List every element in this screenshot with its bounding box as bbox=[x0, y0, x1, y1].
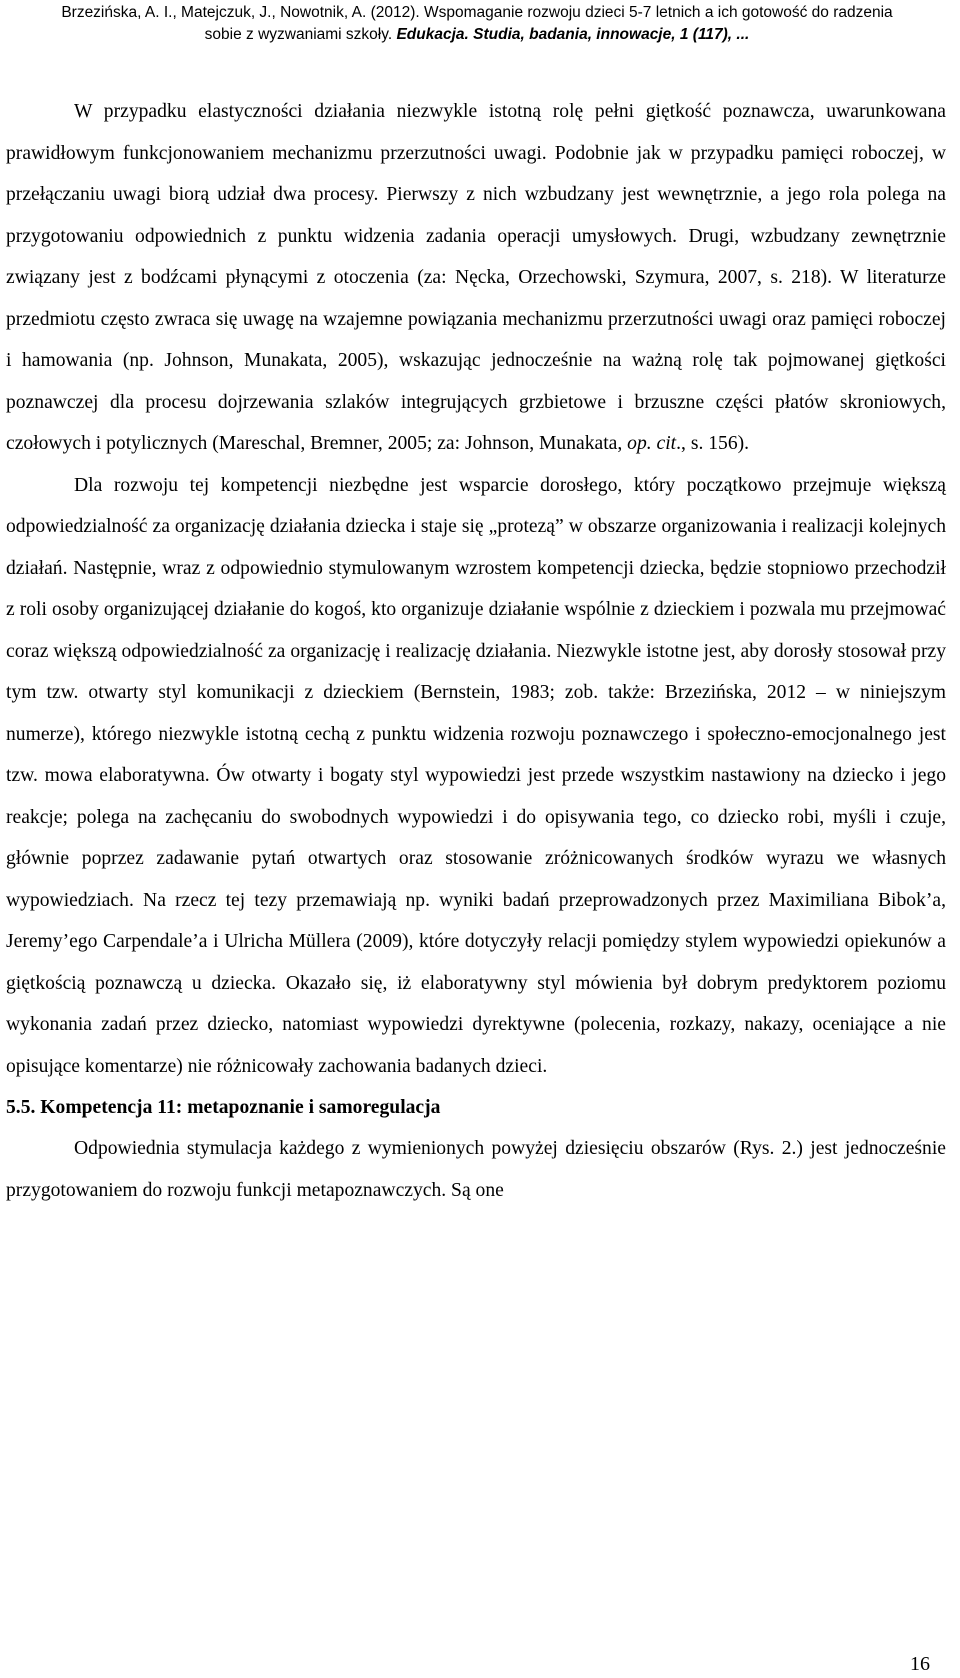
page-number: 16 bbox=[910, 1653, 930, 1675]
body-text bbox=[6, 91, 946, 1211]
op-cit-italic: op. cit bbox=[627, 433, 677, 454]
paragraph-text-end: ., s. 156). bbox=[676, 433, 750, 454]
paragraph-metacognition: Odpowiednia stymulacja każdego z wymienionych powyżej dziesięciu obszarów (Rys. 2.) jest jednocześnie przygotowaniem do rozwoju funkcji metapoznawczych. Są one bbox=[6, 1138, 946, 1201]
paragraph-cognitive-flexibility bbox=[6, 91, 946, 465]
paragraph-text: W przypadku elastyczności działania niezwykle istotną rolę pełni giętkość poznawcza, uwarunkowana prawidłowym funkcjonowaniem mechanizmu przerzutności uwagi. Podobnie jak w przypadku pamięci roboczej, w przełączaniu uwagi biorą udział dwa procesy. Pierwszy z nich wzbudzany jest wewnętrznie, a jego rola polega na przygotowaniu odpowiednich z punktu widzenia zadania operacji umysłowych. Drugi, wzbudzany zewnętrznie związany jest z bodźcami płynącymi z otoczenia (za: Nęcka, Orzechowski, Szymura, 2007, s. 218). W literaturze przedmiotu często zwraca się uwagę na wzajemne powiązania mechanizmu przerzutności uwagi oraz pamięci roboczej i hamowania (np. Johnson, Munakata, 2005), wskazując jednocześnie na ważną rolę tak pojmowanej giętkości poznawczej dla procesu dojrzewania szlaków integrujących grzbietowe i brzuszne części płatów skroniowych, czołowych i potylicznych (Mareschal, Bremner, 2005; za: Johnson, Munakata, bbox=[6, 101, 946, 454]
citation-line-2 bbox=[6, 24, 948, 46]
journal-title: Edukacja. Studia, badania, innowacje, 1 (117), ... bbox=[396, 26, 750, 43]
paragraph-adult-support: Dla rozwoju tej kompetencji niezbędne jest wsparcie dorosłego, który początkowo przejmuje większą odpowiedzialność za organizację działania dziecka i staje się „protezą” w obszarze organizowania i realizacji kolejnych działań. Następnie, wraz z odpowiednio stymulowanym wzrostem kompetencji dziecka, będzie stopniowo przechodził z roli osoby organizującej działanie do kogoś, kto organizuje działanie wspólnie z dzieckiem i pozwala mu przejmować coraz większą odpowiedzialność za organizację i realizację działania. Niezwykle istotne jest, aby dorosły stosował przy tym tzw. otwarty styl komunikacji z dzieckiem (Bernstein, 1983; zob. także: Brzezińska, 2012 – w niniejszym numerze), którego niezwykle istotną cechą z punktu widzenia rozwoju poznawczego i społeczno-emocjonalnego jest tzw. mowa elaboratywna. Ów otwarty i bogaty styl wypowiedzi jest przede wszystkim nastawiony na dziecko i jego reakcje; polega na zachęcaniu do swobodnych wypowiedzi i do opisywania tego, co dziecko robi, myśli i czuje, głównie poprzez zadawanie pytań otwartych oraz stosowanie zróżnicowanych środków wyrazu we własnych wypowiedziach. Na rzecz tej tezy przemawiają np. wyniki badań przeprowadzonych przez Maximiliana Bibok’a, Jeremy’ego Carpendale’a i Ulricha Müllera (2009), które dotyczyły relacji pomiędzy stylem wypowiedzi opiekunów a giętkością poznawczą u dziecka. Okazało się, iż elaboratywny styl mówienia był dobrym predyktorem poziomu wykonania zadań przez dziecko, natomiast wypowiedzi dyrektywne (polecenia, rozkazy, nakazy, oceniające a nie opisujące komentarze) nie różnicowały zachowania badanych dzieci. bbox=[6, 474, 946, 1077]
running-header bbox=[0, 0, 960, 46]
citation-line-1: Brzezińska, A. I., Matejczuk, J., Nowotnik, A. (2012). Wspomaganie rozwoju dzieci 5-7 letnich a ich gotowość do radzenia bbox=[61, 4, 893, 21]
citation-prefix: sobie z wyzwaniami szkoły. bbox=[204, 26, 393, 43]
section-heading: 5.5. Kompetencja 11: metapoznanie i samoregulacja bbox=[6, 1097, 441, 1118]
